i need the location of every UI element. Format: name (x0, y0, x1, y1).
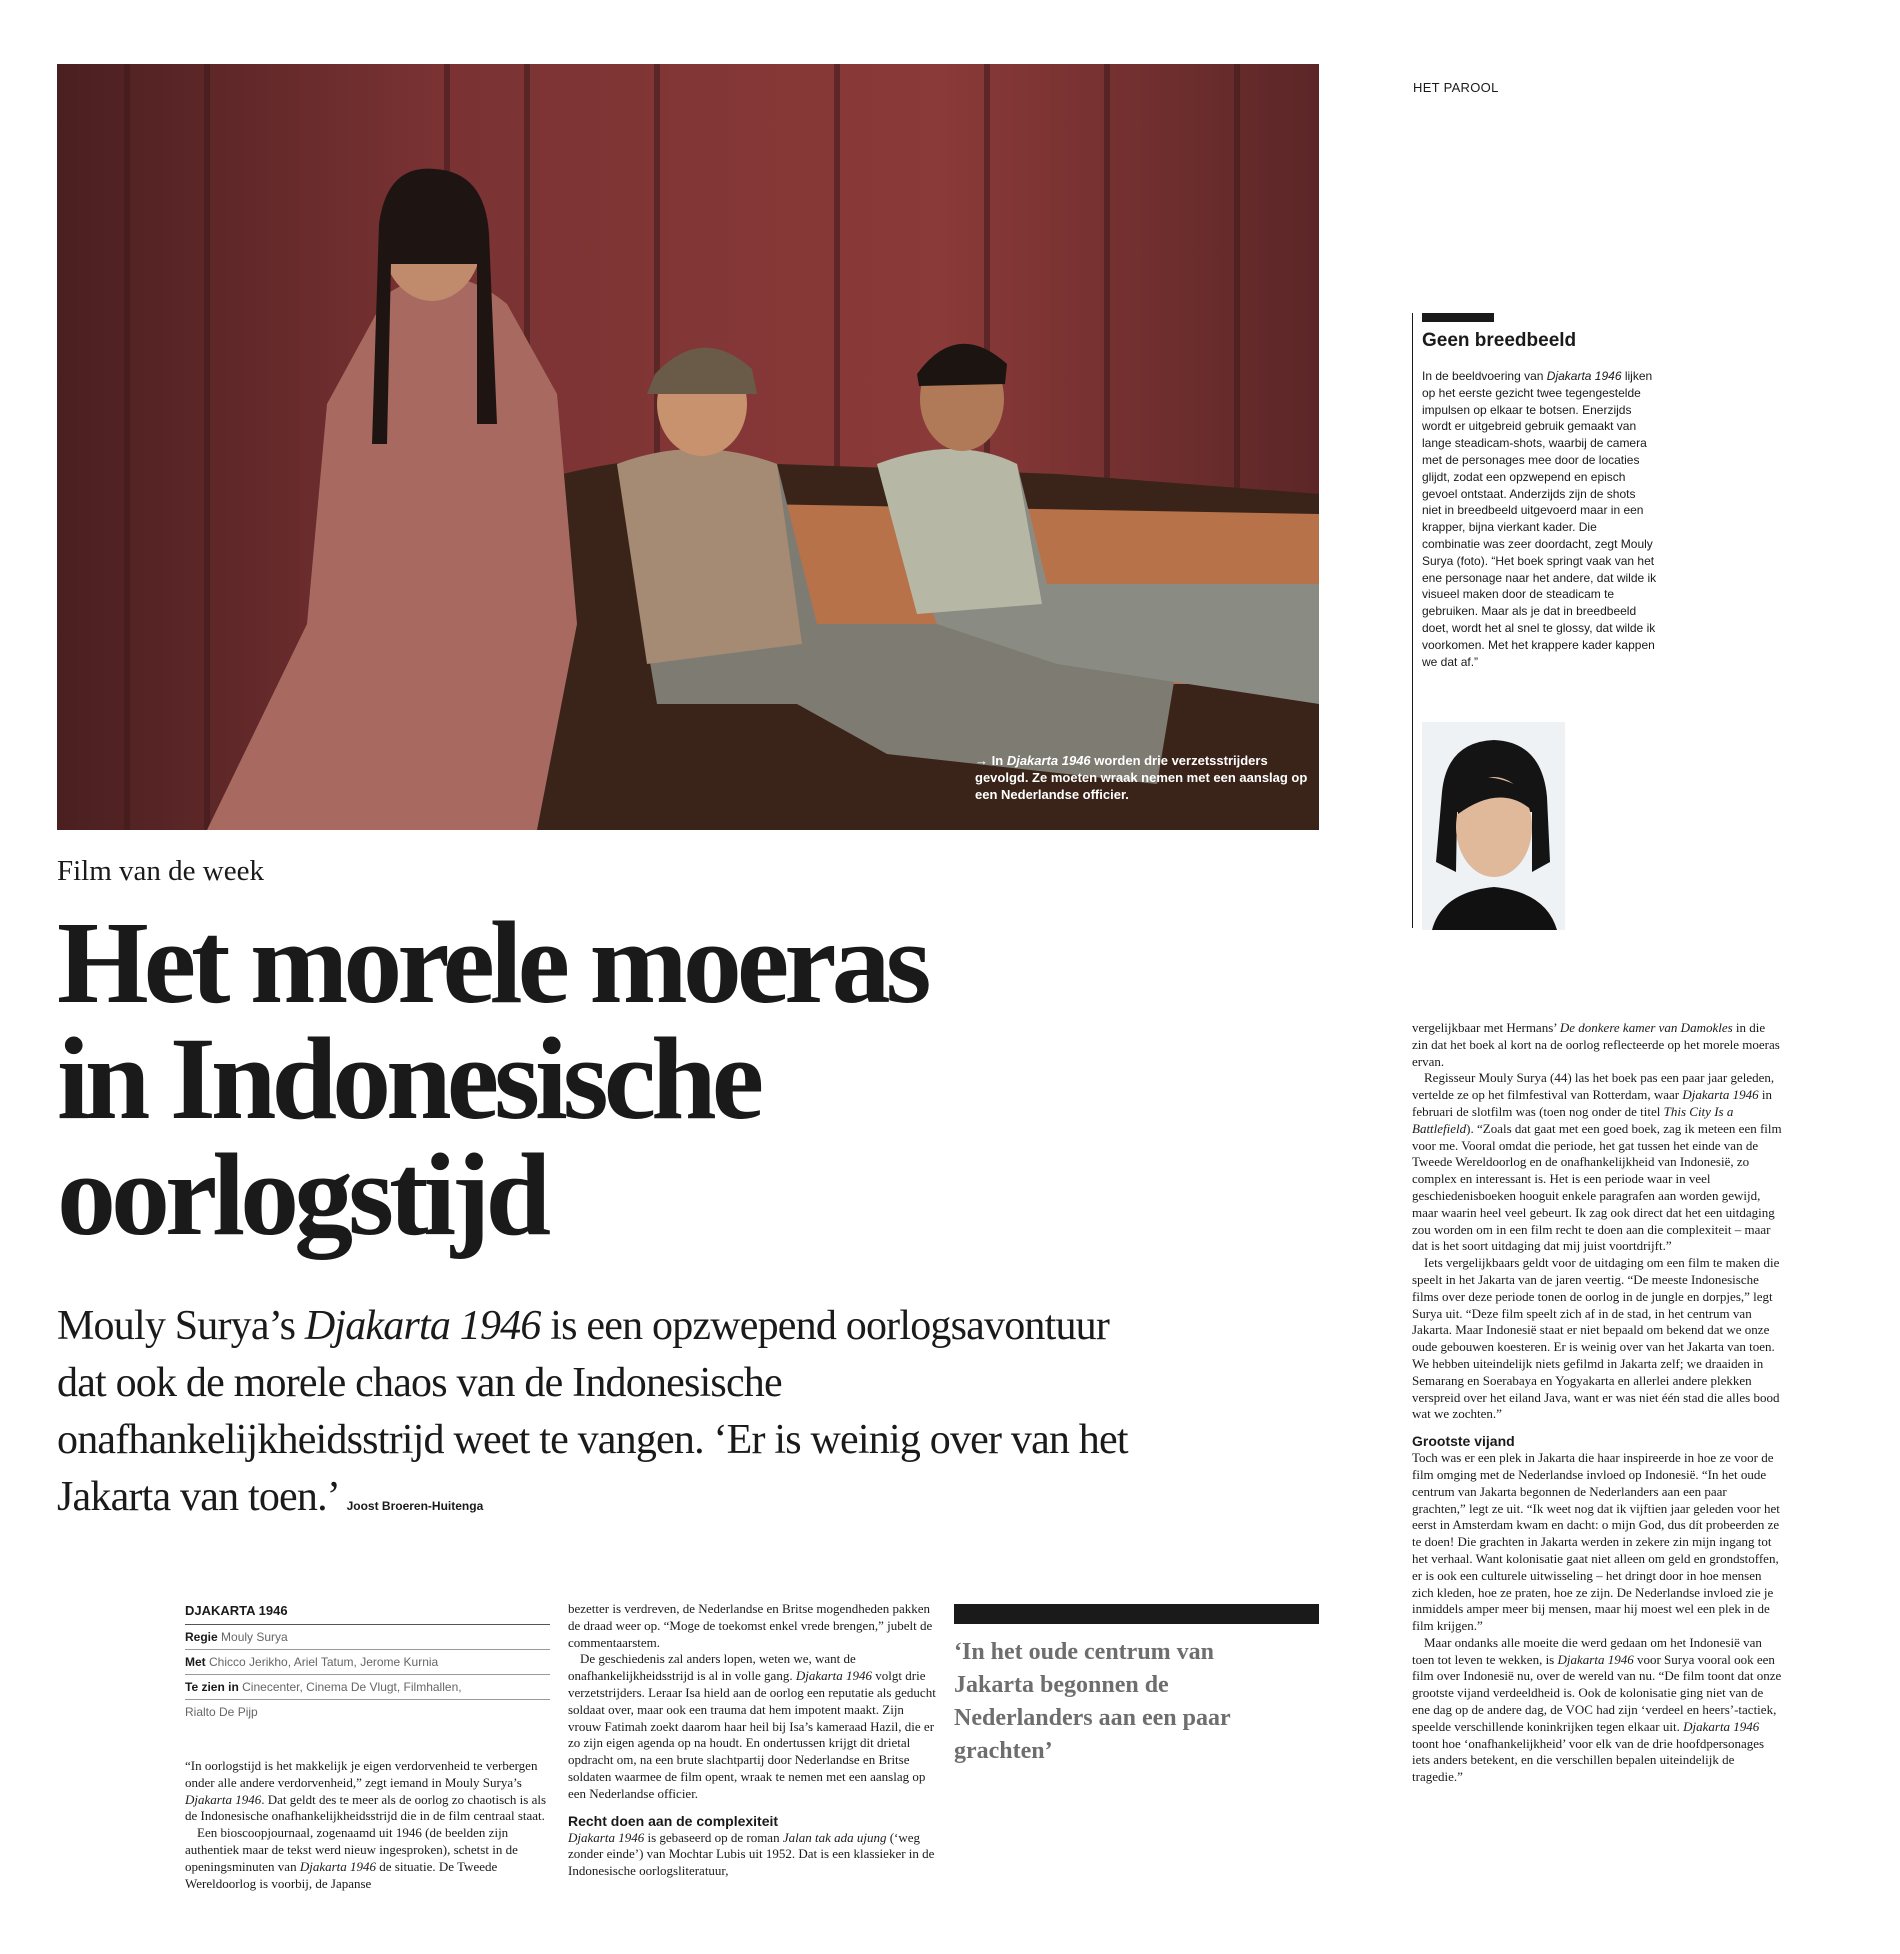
sidebar-accent-bar (1422, 313, 1494, 322)
headline-line-2: in Indonesische (57, 1013, 760, 1144)
info-title: DJAKARTA 1946 (185, 1601, 550, 1625)
paragraph: Een bioscoopjournaal, zogenaamd uit 1946 (de beelden zijn authentiek maar de tekst werd nieuw ingesproken), schetst in de openingsminuten van Djakarta 1946 de situatie. De Tweede Wereldoorlog is voorbij, de Japanse (185, 1825, 518, 1891)
info-row-cinemas: Te zien in Cinecenter, Cinema De Vlugt, Filmhallen, (185, 1675, 550, 1700)
headline-line-1: Het morele moeras (57, 897, 927, 1028)
article-intro: Mouly Surya’s Djakarta 1946 is een opzwepend oorlogsavontuur dat ook de morele chaos van de Indonesische onafhankelijkheidsstrijd weet te vangen. ‘Er is weinig over van het Jakarta van toen.’ Joost Broeren-Huitenga (57, 1303, 1128, 1520)
byline: Joost Broeren-Huitenga (346, 1499, 484, 1513)
portrait-illustration (1422, 722, 1565, 930)
sidebar-title: Geen breedbeeld (1422, 330, 1577, 351)
paragraph: “In oorlogstijd is het makkelijk je eigen verdorvenheid te verbergen onder alle andere verdorvenheid,” zegt iemand in Mouly Surya’s Djakarta 1946. Dat geldt des te meer als de oorlog zo chaotisch is als de Indonesische onafhankelijkheidsstrijd die in de film centraal staat. (185, 1758, 547, 1824)
sidebar-text: In de beeldvoering van Djakarta 1946 lijken op het eerste gezicht twee tegengestelde impulsen op elkaar te botsen. Enerzijds wordt er uitgebreid gebruik gemaakt van lange steadicam-shots, waarbij de camera met de personages mee door de locaties glijdt, zodat een opzwepend en episch gevoel ontstaat. Anderzijds zijn de shots niet in breedbeeld uitgevoerd maar in een krapper, bijna vierkant kader. Die combinatie was zeer doordacht, zegt Mouly Surya (foto). “Het boek springt vaak van het ene personage naar het andere, dat wilde ik visueel maken door de steadicam te gebruiken. Maar als je dat in breedbeeld doet, wordt het al snel te glossy, dat wilde ik voorkomen. Met het krappere kader kappen we dat af.” (1422, 369, 1657, 669)
publication-name: HET PAROOL (1413, 80, 1499, 95)
sidebar-divider (1412, 313, 1413, 928)
info-row-cinemas-cont: Rialto De Pijp (185, 1705, 258, 1719)
body-column-1 (185, 1758, 550, 1892)
subheading: Grootste vijand (1412, 1433, 1515, 1450)
paragraph: Djakarta 1946 is gebaseerd op de roman Jalan tak ada ujung (‘weg zonder einde’) van Mochtar Lubis uit 1952. Dat is een klassieker in de Indonesische oorlogsliteratuur, (568, 1829, 935, 1879)
paragraph: vergelijkbaar met Hermans’ De donkere kamer van Damokles in die zin dat het boek al kort na de oorlog reflecteerde op het morele moeras ervan. (1412, 1020, 1780, 1069)
subheading: Recht doen aan de complexiteit (568, 1812, 779, 1829)
pullquote-bar (954, 1604, 1319, 1624)
paragraph: Maar ondanks alle moeite die werd gedaan om het Indonesië van toen tot leven te wekken, is Djakarta 1946 voor Surya vooral ook een film over Indonesië nu, over de wereld van nu. “De film toont dat onze grootste vijand verdeeldheid is. Ook de kolonisatie ging niet van de ene dag op de andere dag, de VOC had zijn ‘verdeel en heers’-tactiek, speelde verschillende koninkrijken tegen elkaar uit. Djakarta 1946 toont hoe ‘onafhankelijkheid’ voor elk van de drie hoofdpersonages iets anders betekent, en die verschillen bepalen uiteindelijk de tragedie.” (1412, 1634, 1782, 1785)
pullquote: ‘In het oude centrum van Jakarta begonnen de Nederlanders aan een paar grachten’ (954, 1639, 1231, 1764)
article-headline (57, 897, 1257, 1260)
photo-caption: → In Djakarta 1946 worden drie verzetsstrijders gevolgd. Ze moeten wraak nemen met een aanslag op een Nederlandse officier. (975, 753, 1308, 802)
section-kicker: Film van de week (57, 855, 264, 887)
film-info-box (185, 1601, 550, 1724)
hero-photo-illustration (57, 64, 1319, 830)
info-row-cast: Met Chicco Jerikho, Ariel Tatum, Jerome Kurnia (185, 1650, 550, 1675)
info-row-regie: Regie Mouly Surya (185, 1625, 550, 1650)
body-column-3 (1412, 1020, 1782, 1786)
body-column-2 (568, 1601, 936, 1880)
headline-line-3: oorlogstijd (57, 1129, 547, 1260)
paragraph: bezetter is verdreven, de Nederlandse en Britse mogendheden pakken de draad weer op. “Moge de toekomst enkel vrede brengen,” jubelt de commentaarstem. (568, 1601, 933, 1650)
paragraph: Toch was er een plek in Jakarta die haar inspireerde in hoe ze voor de film omging met de Nederlandse invloed op Indonesië. “In het oude centrum van Jakarta begonnen de Nederlanders aan een paar grachten,” legt ze uit. “Ik weet nog dat ik vijftien jaar geleden voor het eerst in Amsterdam kwam en dacht: o mijn God, dus dít probeerden ze te doen! Die grachten in Jakarta werden in zekere zin mijn ingang tot het verhaal. Want kolonisatie gaat niet alleen om geld en grondstoffen, er is ook een culturele uitwisseling – het dringt door in hoe mensen zich kleden, hoe ze praten, hoe ze zijn. De Nederlandse invloed zie je inmiddels amper meer bij mensen, maar hij moest wel een plek in de film krijgen.” (1412, 1450, 1780, 1634)
paragraph: Regisseur Mouly Surya (44) las het boek pas een paar jaar geleden, vertelde ze op het filmfestival van Rotterdam, waar Djakarta 1946 in februari de slotfilm was (toen nog onder de titel This City Is a Battlefield). “Zoals dat gaat met een goed boek, zag ik meteen een film voor me. Vooral omdat die periode, het gat tussen het einde van de Tweede Wereldoorlog en de onafhankelijkheid van Indonesië, zo complex en interessant is. Het is een periode waar in veel geschiedenisboeken hooguit enkele paragrafen aan worden gewijd, maar waarin heel veel gebeurt. Ik zag ook direct dat het een uitdaging zou worden om in een film recht te doen aan die complexiteit – maar dat is het soort uitdaging dat mij juist voortdrijft.” (1412, 1070, 1782, 1254)
paragraph: Iets vergelijkbaars geldt voor de uitdaging om een film te maken die speelt in het Jakarta van de jaren veertig. “De meeste Indonesische films over deze periode tonen de oorlog in de jungle en dorpjes,” legt Surya uit. “Deze film speelt zich af in de stad, in het centrum van Jakarta. Maar Indonesië staat er niet bepaald om bekend dat we onze oude gebouwen koesteren. Er is weinig over van het Jakarta van toen. We hebben uiteindelijk niets gefilmd in Jakarta zelf; we draaiden in Semarang en Soerabaya en Yogyakarta en allerlei andere plekken verspreid over het eiland Java, want er was niet één stad die alles bood wat we zochten.” (1412, 1255, 1780, 1422)
hero-photo (57, 64, 1319, 830)
paragraph: De geschiedenis zal anders lopen, weten we, want de onafhankelijkheidsstrijd is al in volle gang. Djakarta 1946 volgt drie verzetstrijders. Leraar Isa hield aan de oorlog een reputatie als geducht soldaat over, maar ook een trauma dat hem impotent maakt. Zijn vrouw Fatimah zoekt daarom haar heil bij Isa’s kameraad Hazil, die er zo zijn eigen agenda op na houdt. En ondertussen krijgt dit drietal opdracht om, na een brute slachtpartij door Nederlandse en Britse soldaten waarmee de film opent, wraak te nemen met een aanslag op een Nederlandse officier. (568, 1651, 936, 1801)
director-portrait (1422, 722, 1565, 930)
